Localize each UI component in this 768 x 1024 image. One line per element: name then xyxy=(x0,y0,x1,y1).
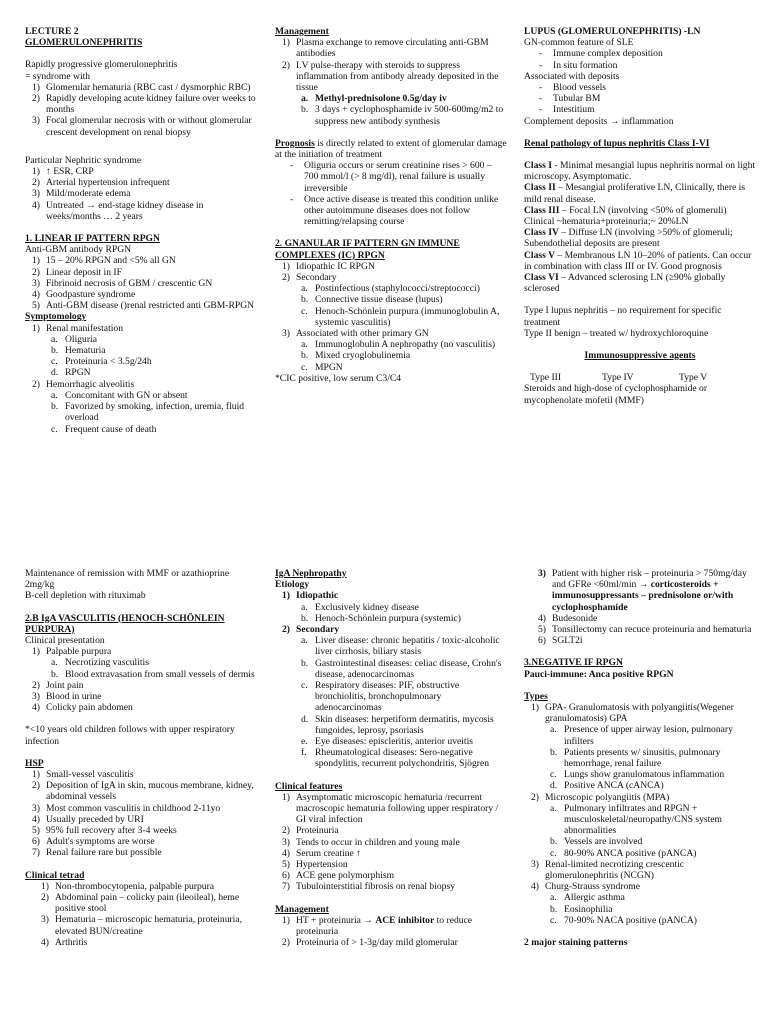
type-iv: Type IV xyxy=(602,372,634,384)
list-item: - Tubular BM xyxy=(539,93,601,105)
column-2-top xyxy=(275,26,507,384)
list-item: 1) Small-vessel vasculitis xyxy=(32,769,134,781)
list-item: 2) Arterial hypertension infrequent xyxy=(32,177,170,189)
lupus-heading: LUPUS (GLOMERULONEPHRITIS) -LN xyxy=(524,26,701,37)
list-item: d. Skin diseases: herpetiform dermatitis, mycosis fungoides, leprosy, psoriasis xyxy=(301,713,494,736)
list-item: c. Respiratory diseases: PIF, obstructive bronchiolitis, bronchopulmonary adenocarcinomas xyxy=(301,680,460,714)
list-item: - In situ formation xyxy=(539,59,618,71)
list-item: 5) Tonsillectomy can recuce proteinuria and hematuria xyxy=(538,624,752,636)
list-item: b. Connective tissue disease (lupus) xyxy=(301,294,443,306)
list-item: b. Eosinophilia xyxy=(550,903,613,915)
clinical-features-heading: Clinical features xyxy=(275,780,343,792)
lecture-title: LECTURE 2 xyxy=(25,26,79,37)
etiology-heading: Etiology xyxy=(275,579,310,591)
management-heading-2: Management xyxy=(275,903,329,915)
list-item: a. Oliguria xyxy=(51,333,97,345)
list-item: 3) Associated with other primary GN xyxy=(282,328,429,340)
list-item: b. Hematuria xyxy=(51,345,106,357)
iga-vasculitis-heading: 2.B IgA VASCULITIS (HENOCH-SCHÖNLEIN PURPURA) xyxy=(25,612,225,635)
maintenance-text: Maintenance of remission with MMF or azathioprine 2mg/kg xyxy=(25,568,230,591)
list-item: 2) Microscopic polyangiitis (MPA) xyxy=(531,791,670,803)
list-item: c. Lungs show granulomatous inflammation xyxy=(550,769,725,781)
negative-if-heading: 3.NEGATIVE IF RPGN xyxy=(524,657,623,669)
list-item: c. Proteinuria < 3.5g/24h xyxy=(51,356,152,368)
list-item: 7) Tubulointerstitial fibrosis on renal biopsy xyxy=(282,881,456,893)
list-item: 2) Abdominal pain – colicky pain (ileoileal), heme positive stool xyxy=(41,892,240,915)
list-item: c. 80-90% ANCA positive (pANCA) xyxy=(550,847,697,859)
particular-list xyxy=(25,166,257,222)
list-item: 5) 95% full recovery after 3-4 weeks xyxy=(32,825,177,837)
class-6: Class VI – Advanced sclerosing LN (≥90% globally sclerosed xyxy=(524,272,726,295)
list-item: 3) Mild/moderate edema xyxy=(32,188,131,200)
list-item: 3) Focal glomerular necrosis with or without glomerular crescent development on renal biopsy xyxy=(32,115,252,138)
management-heading: Management xyxy=(275,26,329,37)
list-item: 3) Most common vasculitis in childhood 2-11yo xyxy=(32,802,221,814)
list-item: f. Rheumatological diseases: Sero-negative spondylitis, recurrent polychondritis, Sjögren xyxy=(301,747,489,770)
immunosuppressive-heading: Immunosuppressive agents xyxy=(584,350,696,362)
class-1: Class I - Minimal mesangial lupus nephritis normal on light microscopy. Asymptomatic. xyxy=(524,160,756,183)
gn-common-text: GN-common feature of SLE xyxy=(524,37,634,49)
types-heading: Types xyxy=(524,690,548,702)
list-item: 4) Budesonide xyxy=(538,612,598,624)
list-item: 2) Proteinuria of > 1-3g/day mild glomerular xyxy=(282,937,458,949)
list-item: 1) GPA- Granulomatosis with polyangiitis(Wegener granulomatosis) GPA xyxy=(531,702,734,725)
list-item: b. Patients presents w/ sinusitis, pulmonary hemorrhage, renal failure xyxy=(550,746,721,770)
list-item: 4) Usually preceded by URI xyxy=(32,813,144,825)
list-item: b. Gastrointestinal diseases: celiac disease, Crohn's disease, adenocarcinomas xyxy=(301,657,502,680)
type-iii: Type III xyxy=(530,372,562,384)
pauci-immune-text: Pauci-immune: Anca positive RPGN xyxy=(524,668,674,680)
list-item: 2) Secondary xyxy=(282,272,337,284)
type-2-text: Type II benign – treated w/ hydroxychloroquine xyxy=(524,327,709,339)
list-item: 5) Anti-GBM disease ()renal restricted anti GBM-RPGN xyxy=(32,300,255,312)
type-1-text: Type I lupus nephritis – no requirement for specific treatment xyxy=(524,305,722,328)
class-4: Class IV – Diffuse LN (involving >50% of glomeruli; Subendothelial deposits are present xyxy=(524,227,733,250)
clinical-tetrad-heading: Clinical tetrad xyxy=(25,869,85,881)
list-item: - Blood vessels xyxy=(539,82,607,94)
list-item: b. Mixed cryoglobulinemia xyxy=(301,350,411,362)
granular-heading: 2. GNANULAR IF PATTERN GN IMMUNE COMPLEXES (IC) RPGN xyxy=(275,238,460,261)
list-item: a. Immunoglobulin A nephropathy (no vasculitis) xyxy=(301,339,496,351)
list-item: c. MPGN xyxy=(301,361,343,373)
type-v: Type V xyxy=(679,372,708,384)
rituximab-text: B-cell depletion with rituximab xyxy=(25,590,146,602)
list-item: a. Pulmonary infiltrates and RPGN + musculoskeletal/neuropathy/CNS system abnormalities xyxy=(550,802,723,837)
list-item: 4) Untreated → end-stage kidney disease in weeks/months … 2 years xyxy=(32,199,204,222)
steroids-text: Steroids and high-dose of cyclophosphamide or mycophenolate mofetil (MMF) xyxy=(524,383,708,406)
column-1-top xyxy=(25,26,257,435)
list-item: - Oliguria occurs or serum creatinine rises > 600 – 700 mmol/l (> 8 mg/dl), renal failure is usually irreversible xyxy=(290,160,492,194)
list-item: 6) ACE gene polymorphism xyxy=(282,870,395,882)
iga-nephropathy-heading: IgA Nephropathy xyxy=(275,568,347,579)
lecture-subtitle: GLOMERULONEPHRITIS xyxy=(25,37,143,49)
list-item: 1) Idiopathic xyxy=(282,590,339,602)
anti-gbm-text: Anti-GBM antibody RPGN xyxy=(25,244,132,256)
list-item: b. Henoch-Schönlein purpura (systemic) xyxy=(301,612,461,624)
class-2: Class II – Mesangial proliferative LN, Clinically, there is mild renal disease. xyxy=(524,182,746,205)
list-item: 3) Blood in urine xyxy=(32,691,102,703)
renal-pathology-heading: Renal pathology of lupus nephritis Class I-VI xyxy=(524,137,710,149)
list-item: d. RPGN xyxy=(51,367,91,379)
particular-heading: Particular Nephritic syndrome xyxy=(25,154,142,166)
list-item: b. Favorized by smoking, infection, uremia, fluid overload xyxy=(51,401,245,424)
list-item: 1) ↑ ESR, CRP xyxy=(32,166,94,178)
list-item: 4) Churg-Strauss syndrome xyxy=(531,881,640,893)
class-3: Class III – Focal LN (involving <50% of glomeruli) Clinical ~hematuria+proteinuria;~ 20%LN xyxy=(524,204,727,228)
list-item: 3) Tends to occur in children and young male xyxy=(282,836,460,848)
list-item: 5) Hypertension xyxy=(282,859,348,871)
list-item: 3) Fibrinoid necrosis of GBM / crescentic GN xyxy=(32,277,213,289)
list-item: b. Blood extravasation from small vessels of dermis xyxy=(51,668,255,680)
column-3-top xyxy=(524,26,756,406)
list-item: 2) Proteinuria xyxy=(282,825,339,837)
list-item: - Immune complex deposition xyxy=(539,48,663,60)
children-note: *<10 years old children follows with upper respiratory infection xyxy=(25,724,235,747)
list-item: - Once active disease is treated this condition unlike other autoimmune diseases does not follow remitting/relapsing course xyxy=(290,193,499,228)
list-item: 1) Asymptomatic microscopic hematuria /recurrent macroscopic hematuria following upper respiratory / GI viral infection xyxy=(282,791,499,826)
list-item: a. Liver disease: chronic hepatitis / toxic-alcoholic liver cirrhosis, biliary stasis xyxy=(301,635,500,658)
list-item: 1) Idiopathic IC RPGN xyxy=(282,260,375,272)
list-item: c. 70-90% NACA positive (pANCA) xyxy=(550,914,697,926)
list-item: a. Concomitant with GN or absent xyxy=(51,389,188,401)
list-item: 6) Adult's symptoms are worse xyxy=(32,836,155,848)
prognosis-text: Prognosis is directly related to extent of glomerular damage at the initiation of treatment xyxy=(275,137,507,161)
staining-patterns-text: 2 major staining patterns xyxy=(524,937,628,949)
list-item: a. Allergic asthma xyxy=(550,892,625,904)
list-item: b. Vessels are involved xyxy=(550,836,643,848)
list-item: b. 3 days + cyclophosphamide iv 500-600mg/m2 to suppress new antibody synthesis xyxy=(301,104,504,127)
list-item: 3) Renal-limited necrotizing crescentic glomerulonephritis (NCGN) xyxy=(531,858,685,882)
list-item: a. Exclusively kidney disease xyxy=(301,601,419,613)
list-item: c. Frequent cause of death xyxy=(51,423,157,435)
cic-note: *CIC positive, low serum C3/C4 xyxy=(275,372,402,384)
list-item: 1) Palpable purpura xyxy=(32,646,112,658)
list-item: 2) Deposition of IgA in skin, mucous membrane, kidney, abdominal vessels xyxy=(32,780,254,803)
list-item: 1) Non-thrombocytopenia, palpable purpura xyxy=(41,880,215,892)
class-5: Class V – Membranous LN 10–20% of patients. Can occur in combination with class III or IV. Good prognosis xyxy=(524,249,752,272)
list-item: 2) Joint pain xyxy=(32,679,84,691)
rpgn-syndrome: = syndrome with xyxy=(25,70,91,82)
list-item: 2) Hemorrhagic alveolitis xyxy=(32,378,135,390)
types-row xyxy=(524,372,756,383)
list-item: 3) Hematuria – microscopic hematuria, proteinuria, elevated BUN/creatine xyxy=(41,914,243,937)
list-item: 4) Goodpasture syndrome xyxy=(32,289,136,301)
linear-heading: 1. LINEAR IF PATTERN RPGN xyxy=(25,233,160,245)
column-1-bottom xyxy=(25,568,257,948)
list-item: 7) Renal failure rare but possible xyxy=(32,847,162,859)
list-item: a. Methyl-prednisolone 0.5g/day iv xyxy=(301,93,447,105)
list-item: 4) Serum creatine ↑ xyxy=(282,847,361,859)
list-item: 2) I.V pulse-therapy with steroids to suppress inflammation from antibody already deposited in the tissue xyxy=(282,59,499,94)
list-item: 4) Colicky pain abdomen xyxy=(32,702,133,714)
column-2-bottom xyxy=(275,568,507,949)
list-item: d. Positive ANCA (cANCA) xyxy=(550,780,664,792)
rpgn-list xyxy=(25,82,257,138)
list-item: 3) Patient with higher risk – proteinuria > 750mg/day and GFRe <60ml/min → corticosteroids + immunosuppressants – prednisolone or/with cyclophosphamide xyxy=(538,568,747,613)
assoc-deposits-text: Associated with deposits xyxy=(524,70,620,82)
list-item: 2) Secondary xyxy=(282,624,340,636)
list-item: 1) Glomerular hematuria (RBC cast / dysmorphic RBC) xyxy=(32,81,251,93)
list-item: 1) Renal manifestation xyxy=(32,322,123,334)
hsp-heading: HSP xyxy=(25,757,44,769)
rpgn-heading: Rapidly progressive glomerulonephritis xyxy=(25,59,178,71)
complement-text: Complement deposits → inflammation xyxy=(524,115,674,127)
list-item: a. Necrotizing vasculitis xyxy=(51,657,149,669)
column-3-bottom xyxy=(524,568,756,948)
list-item: 1) Plasma exchange to remove circulating anti-GBM antibodies xyxy=(282,37,489,60)
list-item: a. Presence of upper airway lesion, pulmonary infilters xyxy=(550,724,733,747)
list-item: 1) HT + proteinuria → ACE inhibitor to reduce proteinuria xyxy=(282,914,473,938)
clinical-presentation-text: Clinical presentation xyxy=(25,635,105,647)
list-item: 2) Rapidly developing acute kidney failure over weeks to months xyxy=(32,93,256,116)
symptomology-heading: Symptomology xyxy=(25,311,87,323)
list-item: 1) 15 – 20% RPGN and <5% all GN xyxy=(32,255,176,267)
list-item: 2) Linear deposit in IF xyxy=(32,266,122,278)
list-item: e. Eye diseases: episcleritis, anterior uveitis xyxy=(301,736,473,748)
list-item: a. Postinfectious (staphylococci/streptococci) xyxy=(301,283,480,295)
list-item: 6) SGLT2i xyxy=(538,635,583,647)
list-item: - Intestitium xyxy=(539,104,595,116)
list-item: 4) Arthritis xyxy=(41,936,88,948)
linear-list xyxy=(25,255,257,311)
list-item: c. Henoch-Schönlein purpura (immunoglobulin A, systemic vasculitis) xyxy=(301,305,500,328)
